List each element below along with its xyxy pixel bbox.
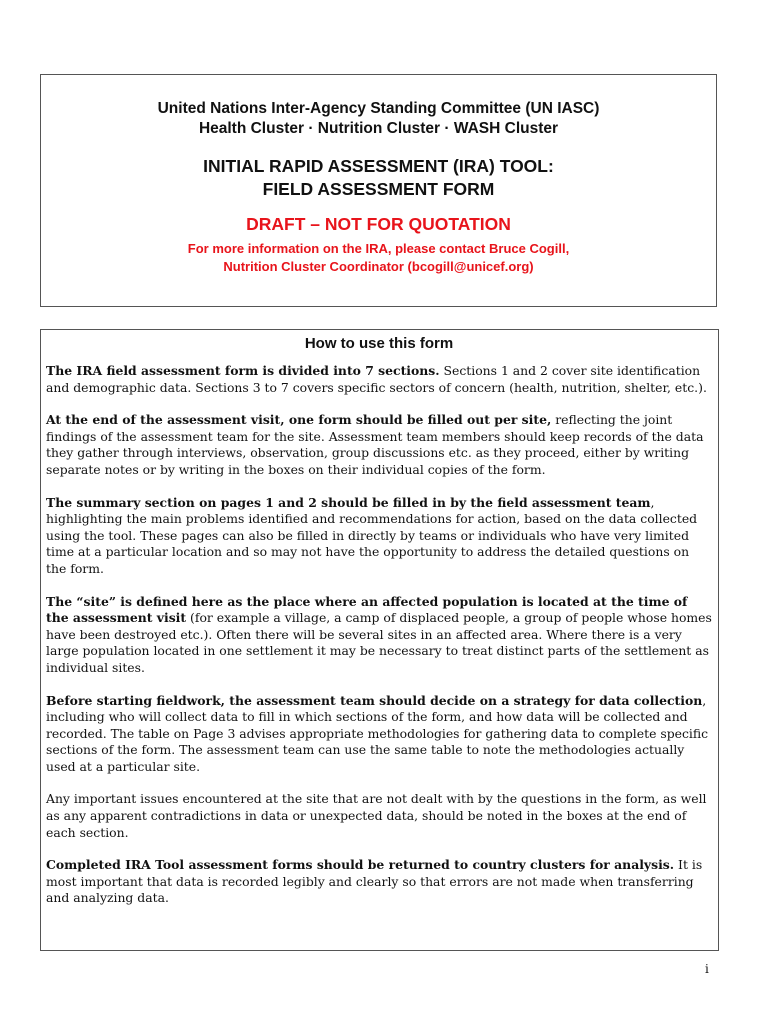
paragraph-text: , highlighting the main problems identified and recommendations for action, based on the data collected using the tool. These pages can also be filled in directly by teams or individuals who have very limited time at a particular location and so may not have the opportunity to address the detailed questions on the form. (46, 494, 698, 576)
organization-heading (41, 99, 716, 139)
paragraph-bold-lead: The summary section on pages 1 and 2 should be filled in by the field assessment team (46, 494, 651, 510)
instruction-paragraph (46, 363, 712, 396)
instruction-paragraph (46, 495, 712, 578)
contact-line-2: Nutrition Cluster Coordinator (bcogill@unicef.org) (223, 259, 534, 274)
draft-notice: DRAFT – NOT FOR QUOTATION (246, 214, 511, 234)
org-line-2: Health Cluster · Nutrition Cluster · WASH Cluster (198, 120, 559, 137)
paragraph-text: Any important issues encountered at the site that are not dealt with by the questions in the form, as well as any apparent contradictions in data or unexpected data, should be noted in the boxes at the end of each section. (46, 791, 707, 840)
contact-info (41, 240, 716, 276)
header-box (40, 74, 717, 307)
paragraph-bold-lead: Completed IRA Tool assessment forms should be returned to country clusters for analysis. (46, 857, 675, 873)
paragraph-text: Sections 1 and 2 cover site identification and demographic data. Sections 3 to 7 covers specific sectors of concern (health, nutrition, shelter, etc.). (46, 363, 707, 395)
instruction-paragraph (46, 791, 712, 841)
document-title (41, 155, 716, 201)
paragraph-text: It is most important that data is recorded legibly and clearly so that errors are not made when transferring and analyzing data. (46, 857, 703, 906)
how-to-use-box (40, 329, 719, 951)
paragraph-bold-lead: The IRA field assessment form is divided into 7 sections. (46, 363, 440, 378)
instruction-paragraph (46, 412, 712, 478)
how-to-use-title: How to use this form (304, 335, 454, 352)
instruction-paragraph (46, 594, 712, 677)
title-line-2: FIELD ASSESSMENT FORM (262, 179, 495, 199)
paragraph-text: reflecting the joint findings of the assessment team for the site. Assessment team members should keep records of the data they gather through interviews, observation, group discussions etc. as they proceed, either by writing separate notes or by writing in the boxes on their individual copies of the form. (46, 412, 704, 477)
page-number: i (705, 962, 709, 976)
org-line-1: United Nations Inter-Agency Standing Committee (UN IASC) (157, 100, 600, 117)
paragraph-bold-lead: Before starting fieldwork, the assessment team should decide on a strategy for data collection (46, 692, 703, 708)
instruction-paragraph (46, 693, 712, 776)
paragraph-text: (for example a village, a camp of displaced people, a group of people whose homes have been destroyed etc.). Often there will be several sites in an affected area. Where there is a very large population located in one settlement it may be necessary to treat distinct parts of the settlement as individual sites. (46, 610, 712, 675)
instruction-paragraph (46, 857, 712, 907)
paragraph-bold-lead: The “site” is defined here as the place where an affected population is located at the time of the assessment visit (46, 593, 688, 626)
title-line-1: INITIAL RAPID ASSESSMENT (IRA) TOOL: (203, 156, 554, 176)
contact-line-1: For more information on the IRA, please contact Bruce Cogill, (187, 241, 570, 256)
paragraph-bold-lead: At the end of the assessment visit, one form should be filled out per site, (46, 412, 552, 428)
paragraph-text: , including who will collect data to fill in which sections of the form, and how data will be collected and recorded. The table on Page 3 advises appropriate methodologies for gathering data to complete specific sections of the form. The assessment team can use the same table to note the methodologies actually used at a particular site. (46, 692, 709, 774)
